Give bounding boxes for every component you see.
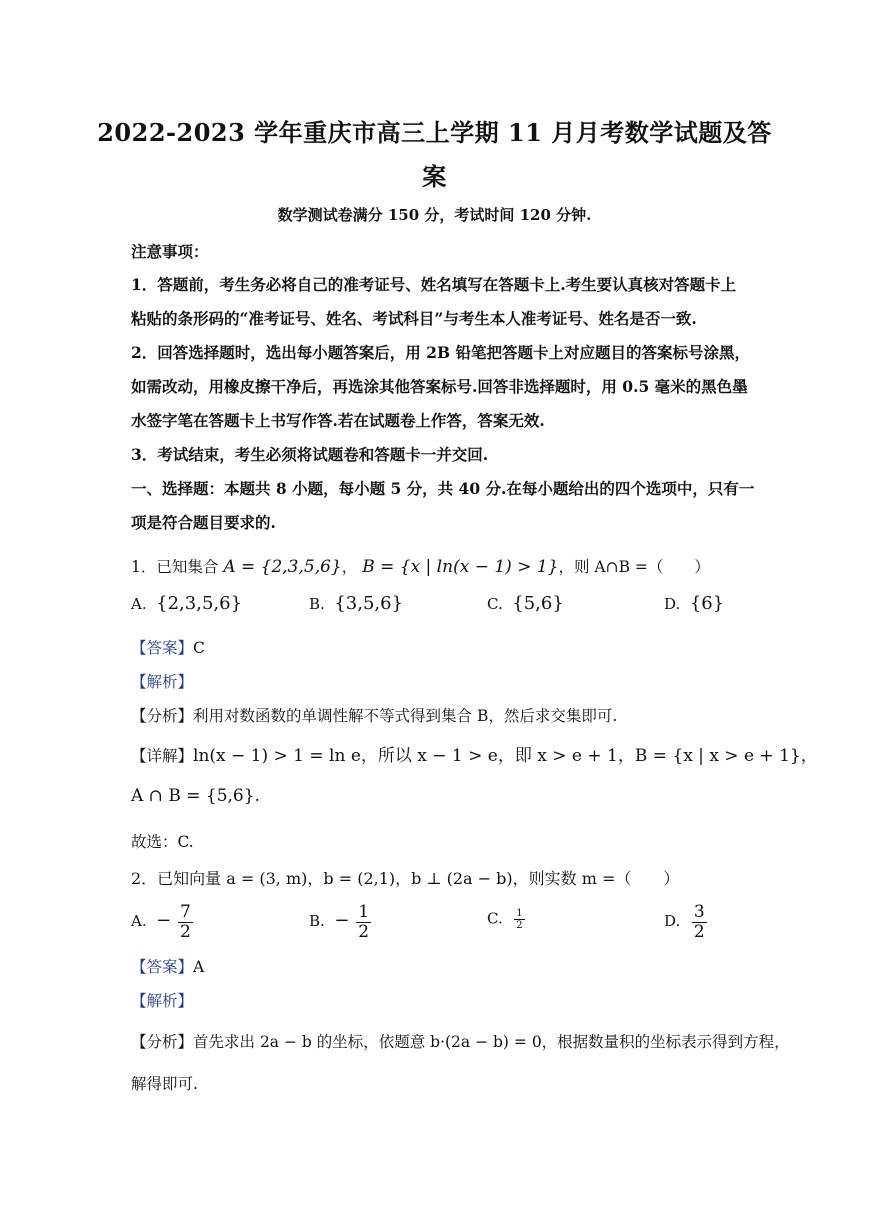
note-2-line-3: 水签字笔在答题卡上书写作答.若在试题卷上作答，答案无效. xyxy=(131,411,545,430)
q1-option-d xyxy=(664,593,724,614)
note-1-line-1: 1．答题前，考生务必将自己的准考证号、姓名填写在答题卡上.考生要认真核对答题卡上 xyxy=(131,275,737,294)
q1-answer-value: C xyxy=(193,639,205,657)
q2-fenxi-tag: 【分析】 xyxy=(131,1033,194,1051)
q2-option-a-label: A. xyxy=(131,912,147,931)
q2-analysis-tag xyxy=(131,989,193,1011)
q2-analysis-label: 【解析】 xyxy=(131,992,194,1010)
note-2-line-2: 如需改动，用橡皮擦干净后，再选涂其他答案标号.回答非选择题时，用 0.5 毫米的黑色墨 xyxy=(131,377,748,396)
q1-option-b-label: B. xyxy=(309,595,325,613)
q2-answer-value: A xyxy=(193,958,205,976)
q2-option-d-fraction xyxy=(692,903,707,941)
q2-option-b-numerator: 1 xyxy=(358,902,370,922)
q2-option-d-label: D. xyxy=(664,912,681,931)
q2-option-d-denominator: 2 xyxy=(693,921,705,942)
q2-option-b-sign: − xyxy=(334,910,350,932)
q2-answer xyxy=(131,955,204,977)
q2-option-a-denominator: 2 xyxy=(180,921,191,942)
q2-option-c-denominator: 2 xyxy=(516,920,523,931)
q1-set-b: B = {x | ln(x − 1) > 1} xyxy=(362,557,559,577)
q2-option-a-numerator: 7 xyxy=(180,902,191,922)
q1-answer-tag: 【答案】 xyxy=(131,639,194,657)
q1-option-c-label: C. xyxy=(487,595,503,613)
q1-detail-line-1: ln(x − 1) > 1 = ln e，所以 x − 1 > e，即 x > e + 1，B = {x | x > e + 1}， xyxy=(193,746,818,766)
q2-fenxi-line-1: 首先求出 2a − b 的坐标，依题意 b·(2a − b) = 0，根据数量积的坐标表示得到方程， xyxy=(193,1033,790,1051)
q2-option-d-numerator: 3 xyxy=(693,902,705,922)
q2-option-c-numerator: 1 xyxy=(516,908,523,919)
note-3: 3．考试结束，考生必须将试题卷和答题卡一并交回. xyxy=(131,445,489,464)
q1-detail xyxy=(131,741,818,766)
q2-option-c-fraction xyxy=(514,908,524,931)
q2-option-b xyxy=(309,903,371,941)
q1-fenxi xyxy=(131,704,617,726)
q1-analysis-tag xyxy=(131,670,193,692)
section-1-heading-line-1: 一、选择题：本题共 8 小题，每小题 5 分，共 40 分.在每小题给出的四个选项中，只有一 xyxy=(131,479,755,498)
q2-option-b-denominator: 2 xyxy=(358,921,370,942)
q2-answer-tag: 【答案】 xyxy=(131,958,194,976)
page-title: 2022-2023 学年重庆市高三上学期 11 月月考数学试题及答 xyxy=(97,118,772,147)
page-title-continued: 案 xyxy=(422,162,447,191)
exam-subtitle: 数学测试卷满分 150 分，考试时间 120 分钟. xyxy=(277,206,592,224)
q2-fenxi xyxy=(131,1030,790,1052)
q1-fenxi-text: 利用对数函数的单调性解不等式得到集合 B，然后求交集即可. xyxy=(193,707,618,725)
q1-option-b-value: {3,5,6} xyxy=(334,593,404,614)
q1-option-a-label: A. xyxy=(131,595,147,613)
question-1-stem xyxy=(131,555,710,577)
q1-separator: ， xyxy=(341,558,358,576)
q2-option-c-label: C. xyxy=(487,909,503,928)
q2-option-a xyxy=(131,903,193,941)
q1-detail-line-2: A ∩ B = {5,6}. xyxy=(131,786,260,806)
q2-option-b-label: B. xyxy=(309,912,325,931)
q1-detail-tag: 【详解】 xyxy=(131,747,194,765)
q1-option-c xyxy=(487,593,564,614)
notes-heading: 注意事项： xyxy=(131,242,209,261)
q1-option-d-value: {6} xyxy=(689,593,725,614)
q1-choice: 故选：C. xyxy=(131,833,194,851)
q2-option-a-fraction xyxy=(178,903,193,941)
q1-analysis-label: 【解析】 xyxy=(131,673,194,691)
q2-option-a-sign: − xyxy=(156,910,172,932)
q1-stem-suffix: ，则 A∩B =（ ） xyxy=(558,558,710,576)
q1-option-b xyxy=(309,593,403,614)
note-2-line-1: 2．回答选择题时，选出每小题答案后，用 2B 铅笔把答题卡上对应题目的答案标号涂黑， xyxy=(131,343,750,362)
question-2-stem: 2．已知向量 a = (3, m)，b = (2,1)，b ⊥ (2a − b)，则实数 m =（ ） xyxy=(131,869,680,888)
section-1-heading-line-2: 项是符合题目要求的. xyxy=(131,513,276,532)
q1-option-a-value: {2,3,5,6} xyxy=(156,593,243,614)
q1-fenxi-tag: 【分析】 xyxy=(131,707,194,725)
q2-fenxi-line-2: 解得即可. xyxy=(131,1075,198,1093)
q1-set-a: A = {2,3,5,6} xyxy=(223,557,342,577)
q1-stem-prefix: 1．已知集合 xyxy=(131,558,219,576)
q1-answer xyxy=(131,636,205,658)
q1-option-d-label: D. xyxy=(664,595,681,613)
q2-option-d xyxy=(664,903,707,941)
q2-option-c xyxy=(487,908,525,931)
note-1-line-2: 粘贴的条形码的“准考证号、姓名、考试科目”与考生本人准考证号、姓名是否一致. xyxy=(131,309,697,328)
q2-option-b-fraction xyxy=(356,903,371,941)
q1-option-a xyxy=(131,593,242,614)
q1-option-c-value: {5,6} xyxy=(512,593,564,614)
